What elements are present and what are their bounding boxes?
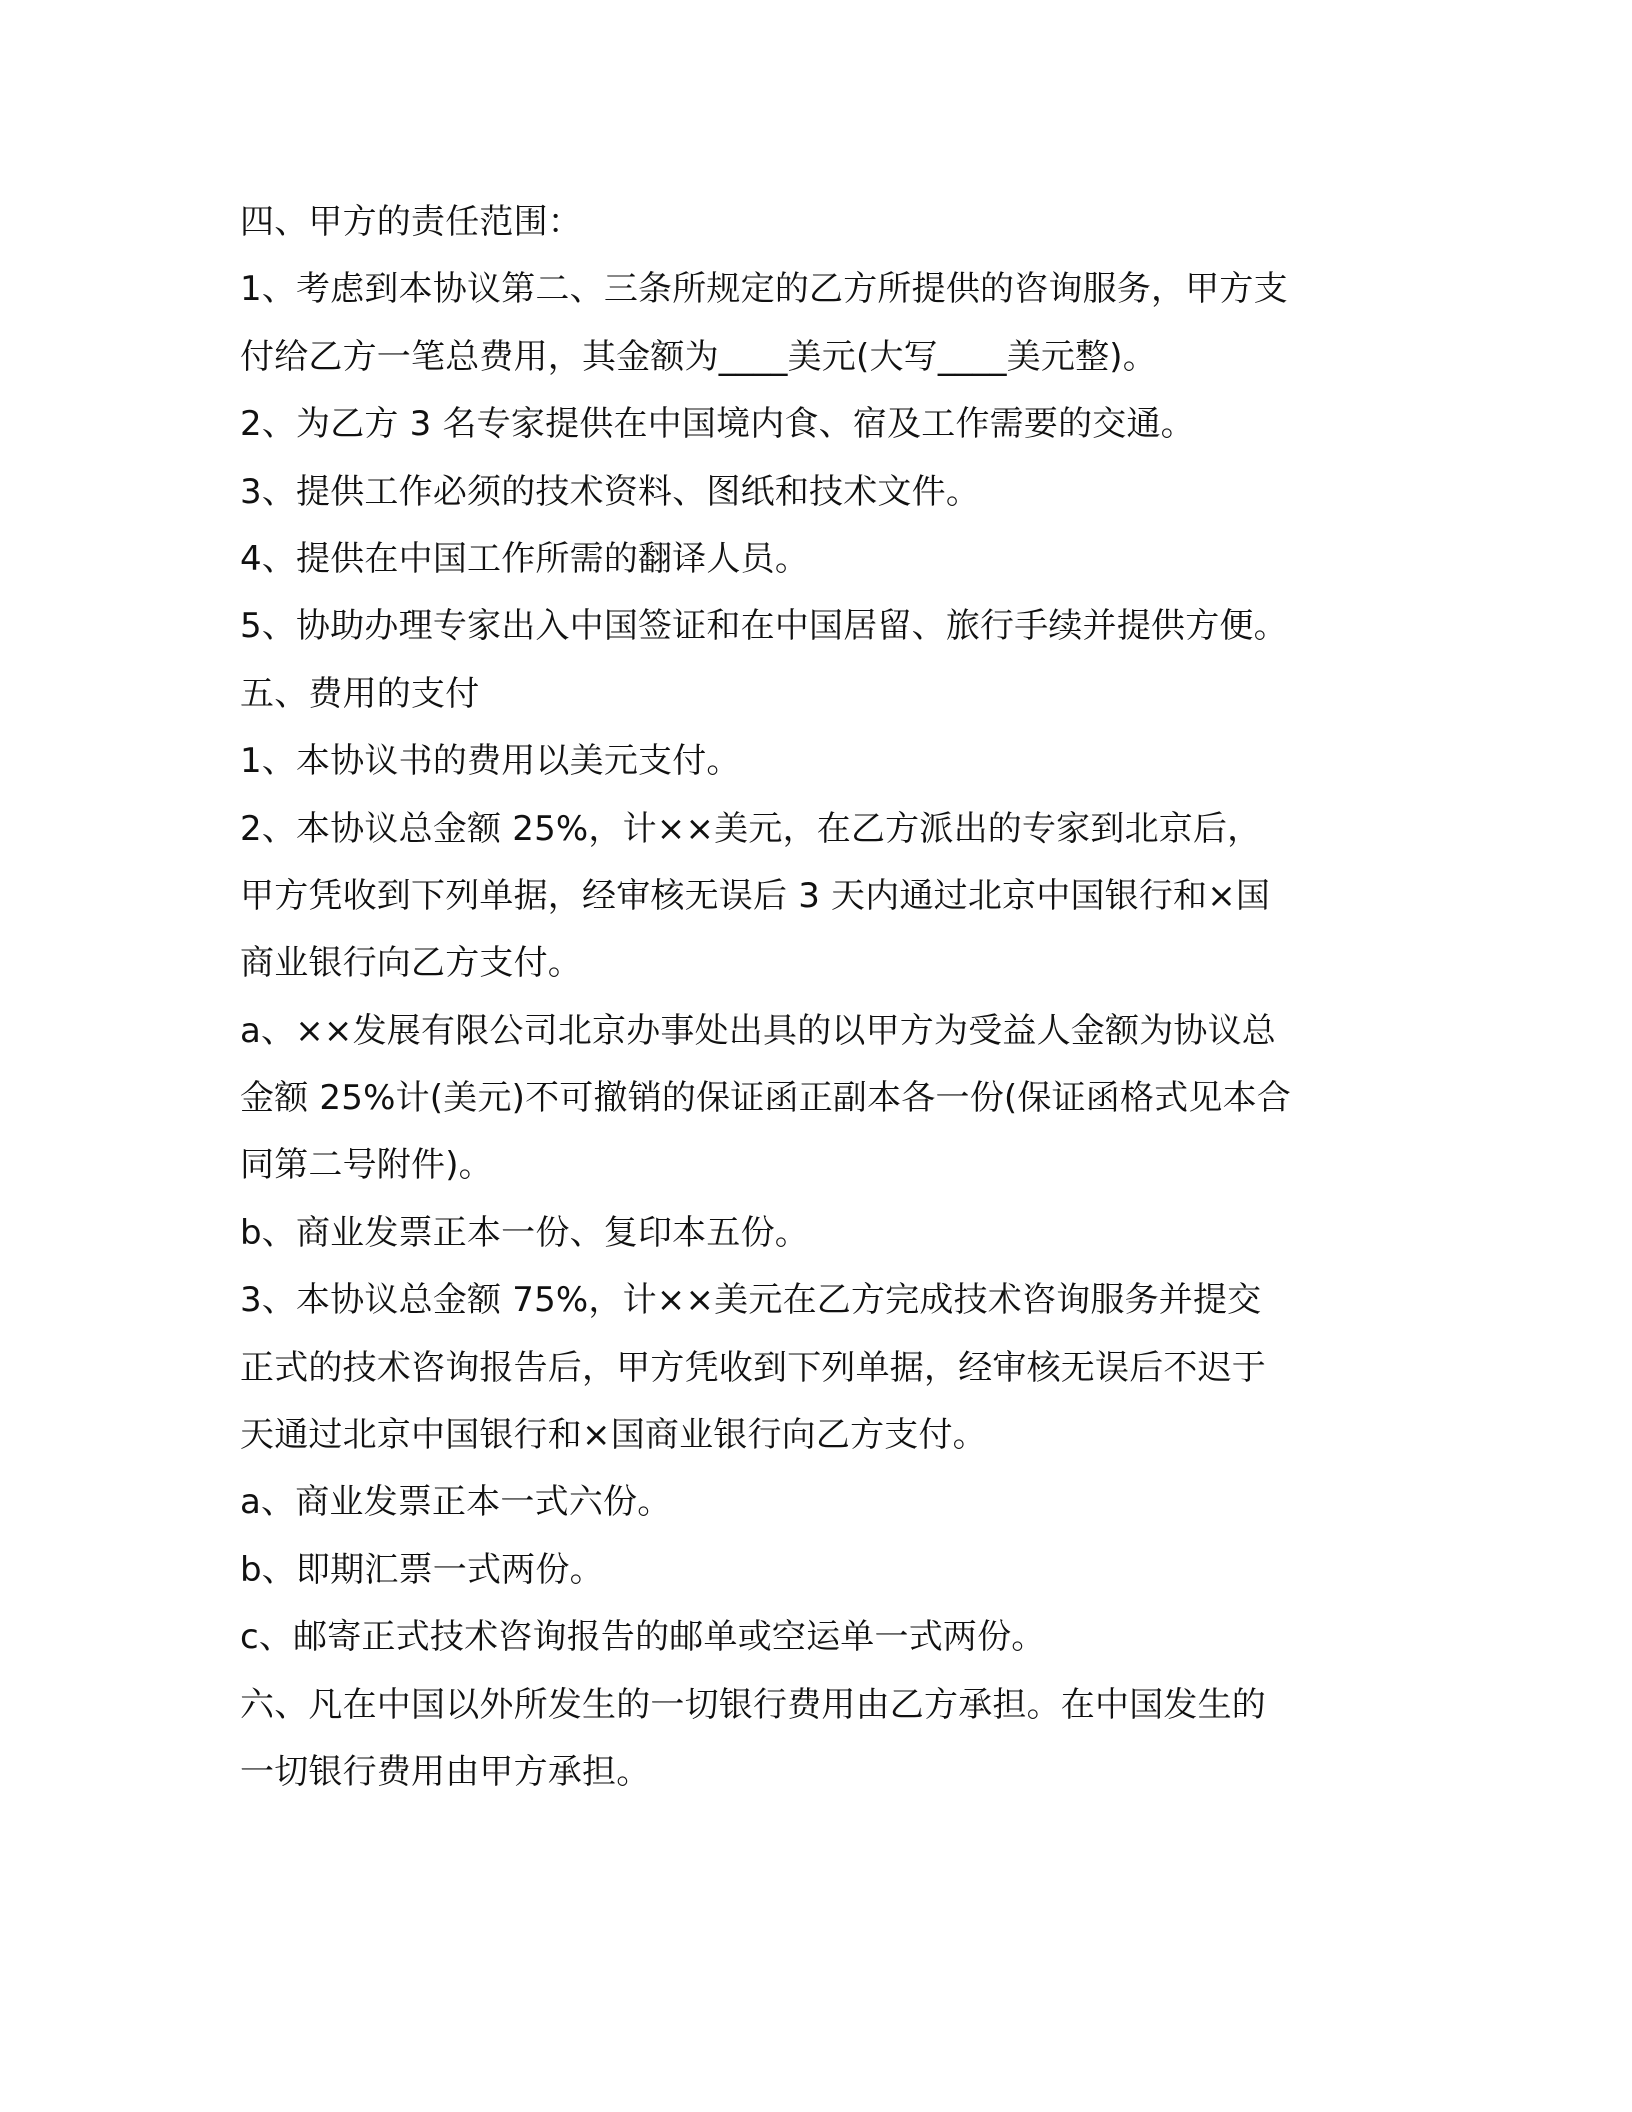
- paragraph-line: a、××发展有限公司北京办事处出具的以甲方为受益人金额为协议总: [240, 1010, 1277, 1051]
- paragraph-line: b、即期汇票一式两份。: [240, 1549, 604, 1590]
- paragraph-line: c、邮寄正式技术咨询报告的邮单或空运单一式两份。: [240, 1617, 1046, 1658]
- paragraph-line: 金额 25%计(美元)不可撤销的保证函正副本各一份(保证函格式见本合: [240, 1078, 1291, 1119]
- paragraph-line: 3、提供工作必须的技术资料、图纸和技术文件。: [240, 471, 981, 512]
- paragraph-line: 2、本协议总金额 25%，计××美元，在乙方派出的专家到北京后，: [240, 808, 1262, 849]
- paragraph-line: 正式的技术咨询报告后，甲方凭收到下列单据，经审核无误后不迟于: [240, 1347, 1266, 1388]
- paragraph-line: 付给乙方一笔总费用，其金额为____美元(大写____美元整)。: [240, 336, 1157, 377]
- section-heading-4: 四、甲方的责任范围：: [240, 202, 582, 242]
- paragraph-line: 同第二号附件)。: [240, 1145, 493, 1186]
- paragraph-line: 一切银行费用由甲方承担。: [240, 1751, 651, 1792]
- section-heading-5: 五、费用的支付: [240, 673, 480, 714]
- paragraph-line: 4、提供在中国工作所需的翻译人员。: [240, 538, 810, 579]
- paragraph-line: 2、为乙方 3 名专家提供在中国境内食、宿及工作需要的交通。: [240, 404, 1195, 445]
- paragraph-line: a、商业发票正本一式六份。: [240, 1482, 672, 1523]
- paragraph-line: 5、协助办理专家出入中国签证和在中国居留、旅行手续并提供方便。: [240, 606, 1288, 647]
- paragraph-line: 商业银行向乙方支付。: [240, 943, 582, 984]
- paragraph-line: 甲方凭收到下列单据，经审核无误后 3 天内通过北京中国银行和×国: [240, 875, 1271, 916]
- paragraph-line: 1、考虑到本协议第二、三条所规定的乙方所提供的咨询服务，甲方支: [240, 269, 1288, 310]
- section-heading-6: 六、凡在中国以外所发生的一切银行费用由乙方承担。在中国发生的: [240, 1684, 1266, 1725]
- paragraph-line: b、商业发票正本一份、复印本五份。: [240, 1212, 809, 1253]
- paragraph-line: 1、本协议书的费用以美元支付。: [240, 741, 741, 782]
- paragraph-line: 3、本协议总金额 75%，计××美元在乙方完成技术咨询服务并提交: [240, 1280, 1262, 1321]
- paragraph-line: 天通过北京中国银行和×国商业银行向乙方支付。: [240, 1415, 987, 1456]
- document-body: [240, 189, 1400, 1806]
